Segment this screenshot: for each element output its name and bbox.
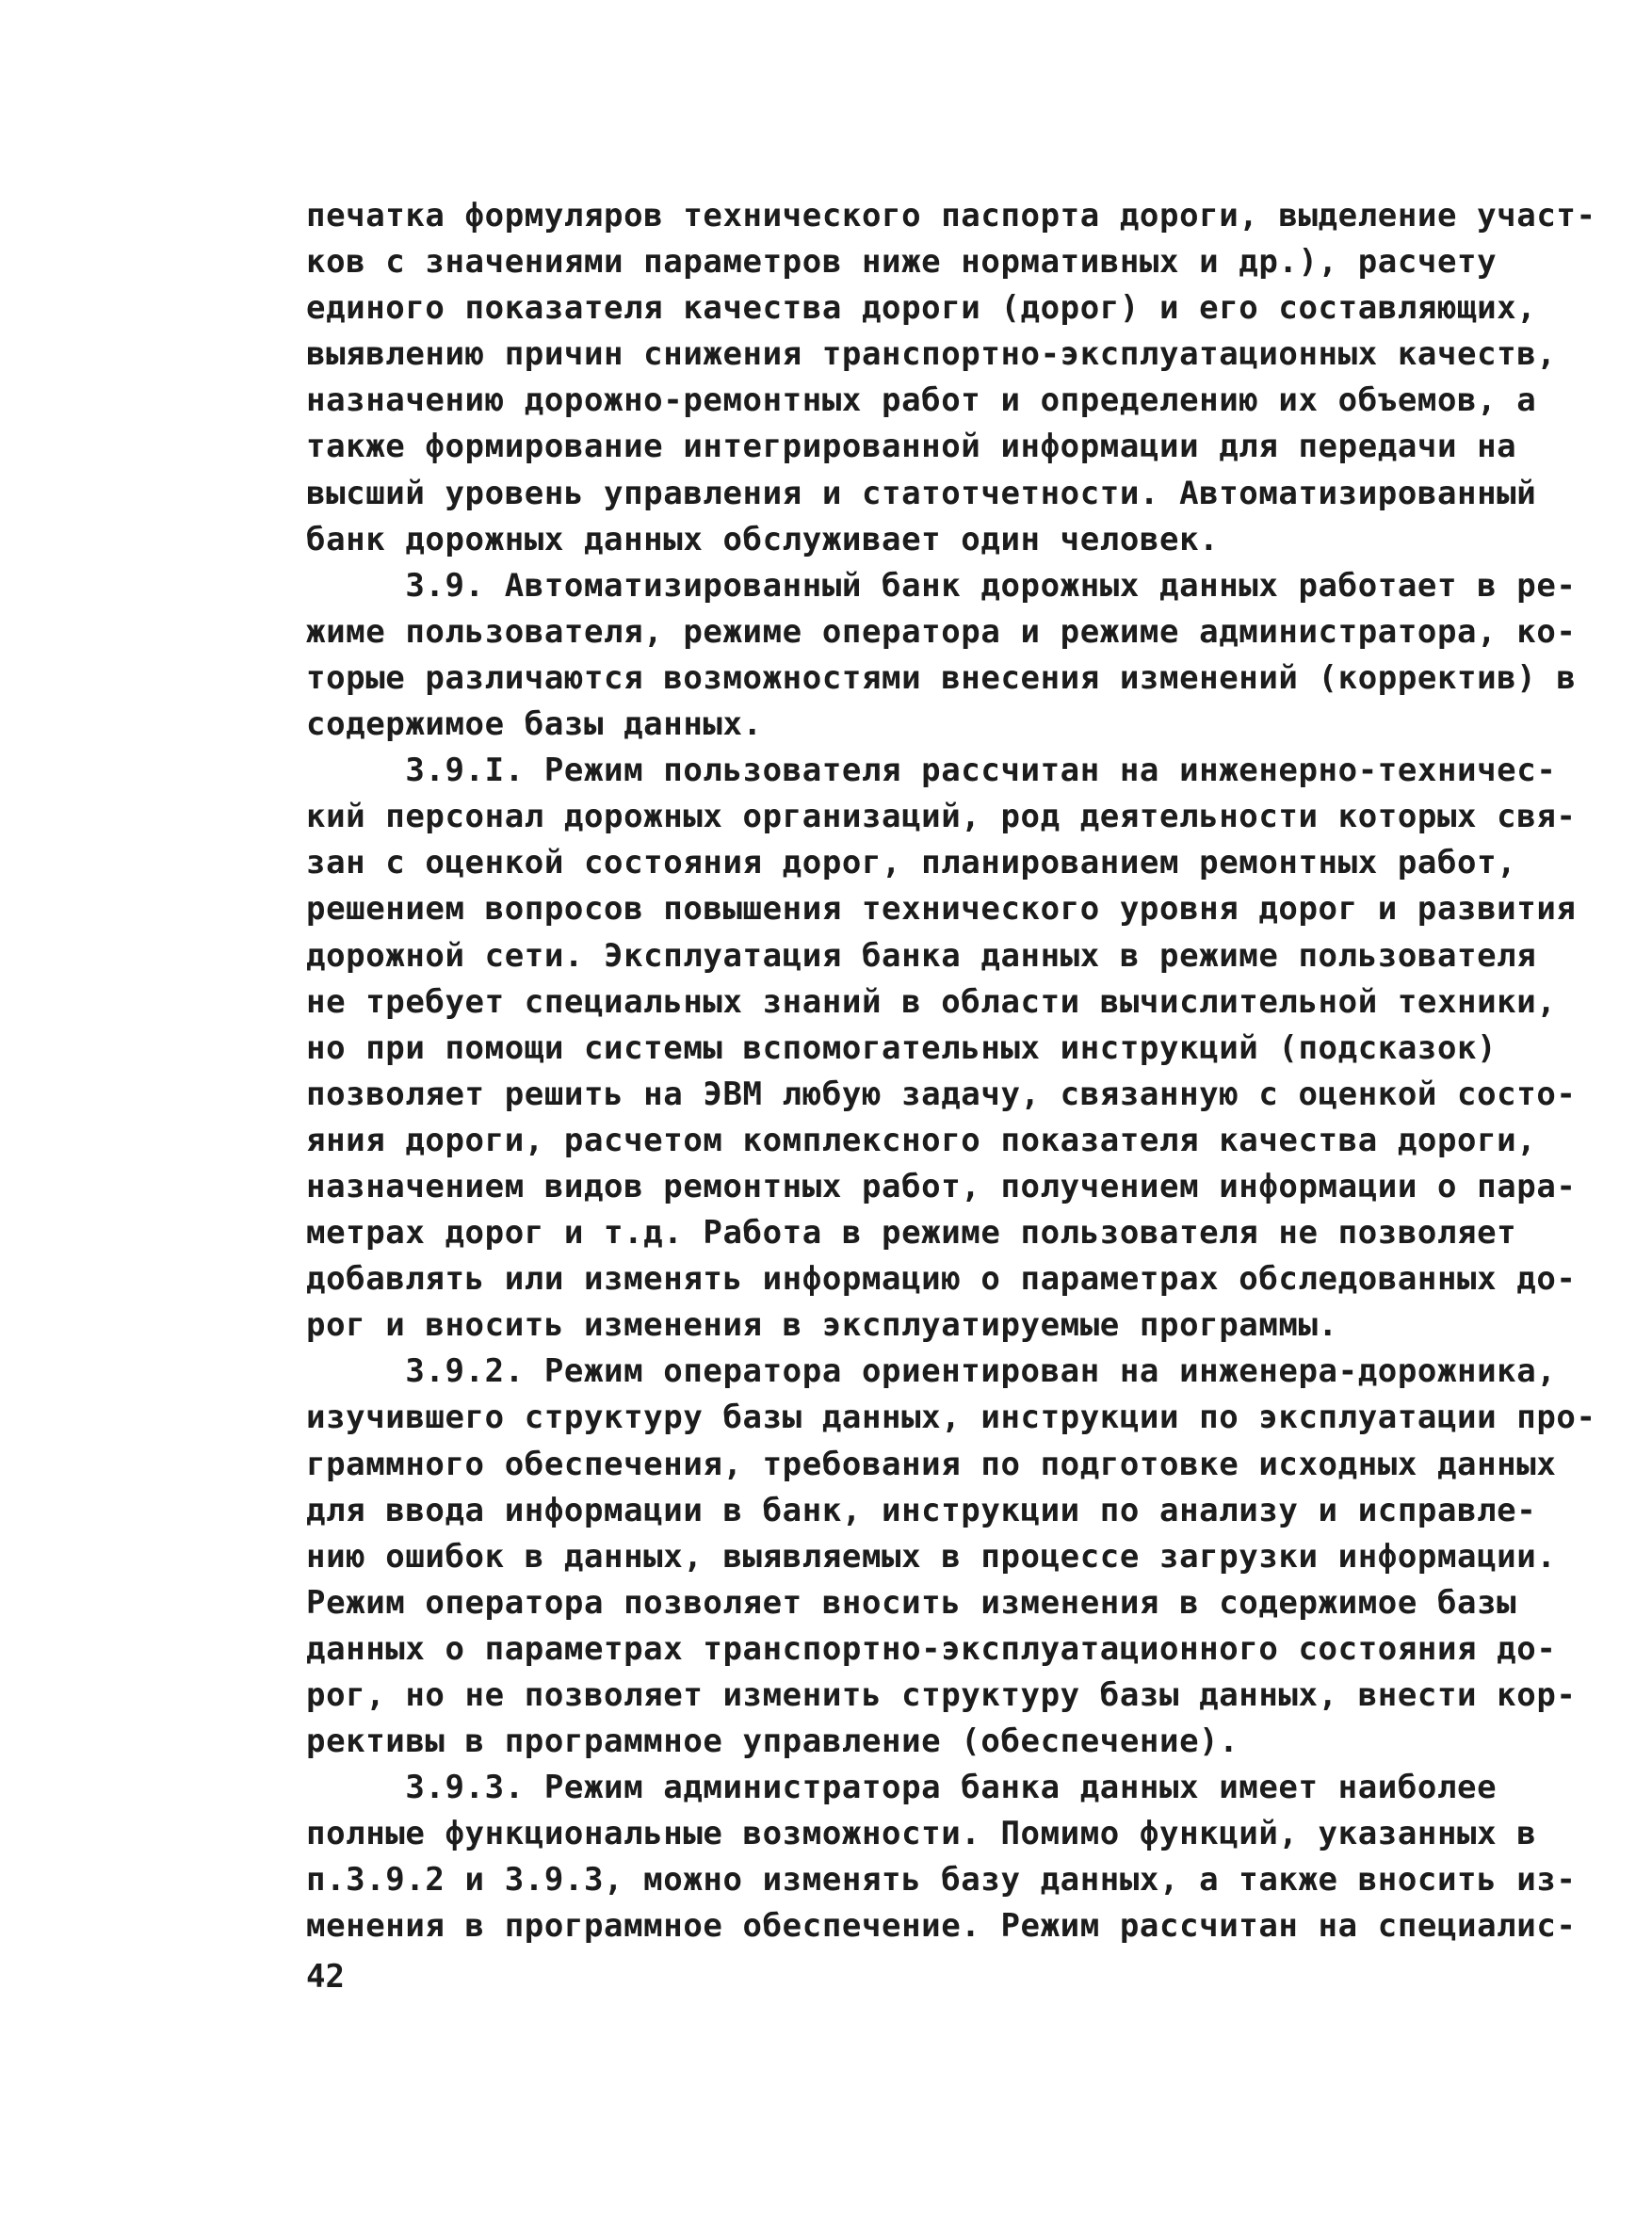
text-line: но при помощи системы вспомогательных инструкций (подсказок)	[306, 1028, 1498, 1067]
text-line: решением вопросов повышения технического уровня дорог и развития	[306, 890, 1577, 929]
text-line: позволяет решить на ЭВМ любую задачу, связанную с оценкой состо-	[306, 1075, 1577, 1113]
text-line: жиме пользователя, режиме оператора и режиме администратора, ко-	[306, 612, 1577, 651]
text-line: ков с значениями параметров ниже нормативных и др.), расчету	[306, 243, 1498, 282]
text-line: 3.9.I. Режим пользователя рассчитан на инженерно-техничес-	[306, 752, 1557, 790]
text-line: зан с оценкой состояния дорог, планированием ремонтных работ,	[306, 844, 1517, 882]
text-line: добавлять или изменять информацию о параметрах обследованных до-	[306, 1260, 1577, 1299]
text-line: назначением видов ремонтных работ, получением информации о пара-	[306, 1167, 1577, 1205]
text-line: выявлению причин снижения транспортно-эксплуатационных качеств,	[306, 335, 1557, 374]
text-line: рог и вносить изменения в эксплуатируемые программы.	[306, 1306, 1338, 1345]
text-line: дорожной сети. Эксплуатация банка данных в режиме пользователя	[306, 936, 1537, 975]
text-line: назначению дорожно-ремонтных работ и определению их объемов, а	[306, 381, 1537, 420]
text-line: рективы в программное управление (обеспечение).	[306, 1722, 1239, 1761]
text-line: яния дороги, расчетом комплексного показателя качества дороги,	[306, 1121, 1537, 1159]
text-line: Режим оператора позволяет вносить изменения в содержимое базы	[306, 1583, 1517, 1622]
text-line: нию ошибок в данных, выявляемых в процессе загрузки информации.	[306, 1537, 1557, 1576]
text-line: 3.9.2. Режим оператора ориентирован на инженера-дорожника,	[306, 1352, 1557, 1391]
text-line: менения в программное обеспечение. Режим рассчитан на специалис-	[306, 1907, 1577, 1946]
text-line: кий персонал дорожных организаций, род деятельности которых свя-	[306, 798, 1577, 836]
text-line: также формирование интегрированной информации для передачи на	[306, 428, 1517, 466]
text-line: единого показателя качества дороги (дорог) и его составляющих,	[306, 289, 1537, 328]
text-line: высший уровень управления и статотчетности. Автоматизированный	[306, 474, 1537, 512]
text-line: для ввода информации в банк, инструкции по анализу и исправле-	[306, 1491, 1537, 1529]
text-line: п.3.9.2 и 3.9.3, можно изменять базу данных, а также вносить из-	[306, 1861, 1577, 1900]
body-text	[306, 193, 1596, 1950]
text-line: печатка формуляров технического паспорта дороги, выделение участ-	[306, 197, 1596, 234]
text-line: рог, но не позволяет изменить структуру базы данных, внести кор-	[306, 1676, 1577, 1714]
text-line: граммного обеспечения, требования по подготовке исходных данных	[306, 1445, 1557, 1483]
text-line: метрах дорог и т.д. Работа в режиме пользователя не позволяет	[306, 1214, 1517, 1253]
text-line: 3.9.3. Режим администратора банка данных имеет наиболее	[306, 1769, 1498, 1807]
text-line: торые различаются возможностями внесения изменений (корректив) в	[306, 658, 1577, 697]
text-line: 3.9. Автоматизированный банк дорожных данных работает в ре-	[306, 566, 1577, 605]
text-line: изучившего структуру базы данных, инструкции по эксплуатации про-	[306, 1399, 1596, 1437]
text-line: не требует специальных знаний в области вычислительной техники,	[306, 982, 1557, 1021]
page-number: 42	[306, 1958, 345, 1996]
text-line: банк дорожных данных обслуживает один человек.	[306, 520, 1220, 558]
text-line: полные функциональные возможности. Помимо функций, указанных в	[306, 1815, 1537, 1853]
text-line: содержимое базы данных.	[306, 705, 763, 744]
text-line: данных о параметрах транспортно-эксплуатационного состояния до-	[306, 1629, 1557, 1668]
